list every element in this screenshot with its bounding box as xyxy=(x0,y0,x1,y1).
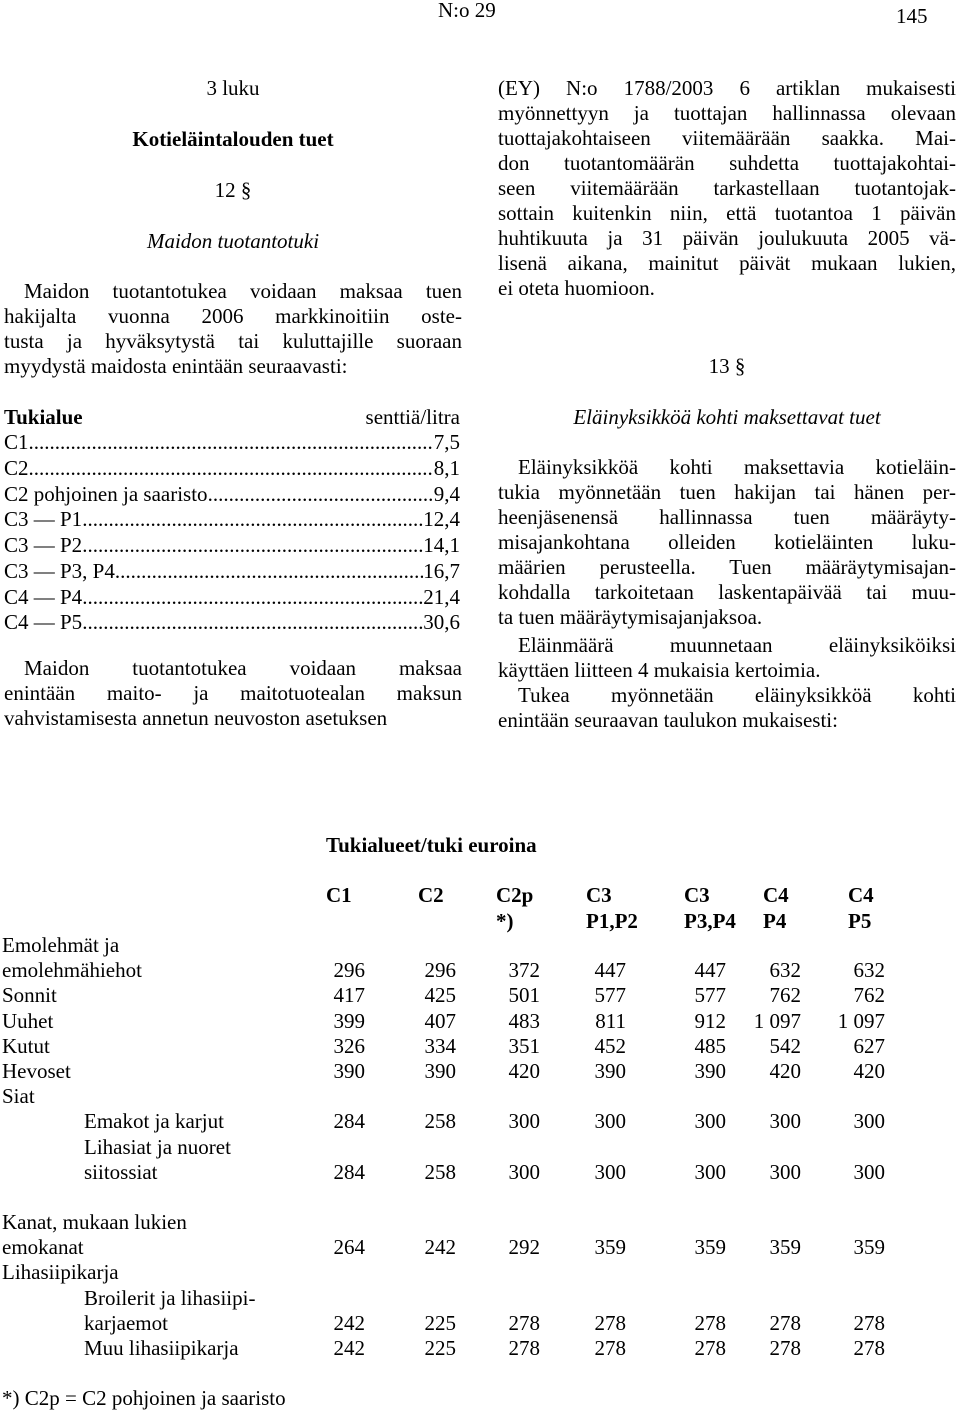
list-item-label: C1 xyxy=(4,430,29,455)
column-header: P5 xyxy=(848,909,872,933)
table-cell: 225 xyxy=(424,1310,456,1335)
table-cell: 300 xyxy=(508,1109,540,1134)
list-item xyxy=(4,507,460,533)
table-cell: 300 xyxy=(853,1159,885,1184)
paragraph-line: don tuotantomäärän suhdetta tuottajakohtai- xyxy=(498,151,956,175)
section-13-title: Eläinyksikköä kohti maksettavat tuet xyxy=(573,405,881,429)
table-cell: 284 xyxy=(333,1109,365,1134)
paragraph-line: myönnettyyn ja tuottajan hallinnassa olevaan xyxy=(498,101,956,125)
list-item-label: C2 xyxy=(4,456,29,481)
paragraph-line: määrien perusteella. Tuen määräytymisajan- xyxy=(498,555,956,579)
list-item xyxy=(4,584,460,610)
table-cell: 1 097 xyxy=(753,1008,801,1033)
table-row-label: Broilerit ja lihasiipi- xyxy=(84,1285,256,1310)
dot-leader xyxy=(29,456,434,481)
list-item-value: 8,1 xyxy=(433,456,460,481)
table-cell: 300 xyxy=(769,1159,801,1184)
list-item-value: 7,5 xyxy=(433,430,460,455)
list-item-label: C3 — P3, P4 xyxy=(4,558,115,583)
list-item xyxy=(4,455,460,481)
section-13-number: 13 § xyxy=(708,354,746,378)
list-item-label: C2 pohjoinen ja saaristo xyxy=(4,481,208,506)
table-cell: 242 xyxy=(333,1336,365,1360)
list-item-value: 14,1 xyxy=(423,533,460,558)
table-cell: 278 xyxy=(769,1310,801,1335)
table-cell: 334 xyxy=(424,1033,456,1058)
table-cell: 627 xyxy=(853,1033,885,1058)
section-12-number: 12 § xyxy=(214,178,252,202)
list-item-value: 16,7 xyxy=(423,558,460,583)
table-cell: 420 xyxy=(508,1059,540,1083)
table-cell: 407 xyxy=(424,1008,456,1033)
table-cell: 278 xyxy=(508,1336,540,1360)
table-row-label: Hevoset xyxy=(2,1059,71,1083)
table-cell: 258 xyxy=(424,1109,456,1134)
table-cell: 242 xyxy=(424,1235,456,1260)
table-row-label: Lihasiipikarja xyxy=(2,1260,119,1285)
table-row-label: Kutut xyxy=(2,1033,50,1058)
table-cell: 483 xyxy=(508,1008,540,1033)
table-cell: 278 xyxy=(694,1336,726,1360)
table-cell: 420 xyxy=(769,1059,801,1083)
dot-leader xyxy=(82,507,423,532)
column-header: C4 xyxy=(763,883,789,907)
table-row-label: Lihasiat ja nuoret xyxy=(84,1134,231,1159)
table-cell: 359 xyxy=(769,1235,801,1260)
paragraph-line: Maidon tuotantotukea voidaan maksaa xyxy=(24,656,462,680)
table-cell: 359 xyxy=(694,1235,726,1260)
table-cell: 501 xyxy=(508,983,540,1008)
table-cell: 300 xyxy=(769,1109,801,1134)
table-cell: 351 xyxy=(508,1033,540,1058)
table-cell: 284 xyxy=(333,1159,365,1184)
paragraph-line: Eläinmäärä muunnetaan eläinyksiköiksi xyxy=(518,633,956,657)
table-cell: 577 xyxy=(694,983,726,1008)
column-header: C3 xyxy=(684,883,710,907)
table-cell: 264 xyxy=(333,1235,365,1260)
table-row-label: Emolehmät ja xyxy=(2,933,120,957)
table-cell: 359 xyxy=(853,1235,885,1260)
table-cell: 300 xyxy=(594,1109,626,1134)
table-cell: 762 xyxy=(769,983,801,1008)
table-cell: 399 xyxy=(333,1008,365,1033)
table-cell: 390 xyxy=(333,1059,365,1083)
section-12-paragraph-continued xyxy=(498,76,956,301)
table-row-label: Uuhet xyxy=(2,1008,54,1033)
paragraph-line: heenjäsenensä hallinnassa tuen määräyty- xyxy=(498,505,956,529)
table-cell: 300 xyxy=(594,1159,626,1184)
list-item-label: C3 — P2 xyxy=(4,533,83,558)
table-cell: 278 xyxy=(594,1336,626,1360)
table-cell: 242 xyxy=(333,1310,365,1335)
list-item-label: C4 — P4 xyxy=(4,584,83,609)
paragraph-line: tuottajakohtaiseen viitemäärään saakka. Mai- xyxy=(498,126,956,150)
dot-leader xyxy=(208,482,434,507)
column-header: C4 xyxy=(848,883,874,907)
list-header xyxy=(4,404,460,430)
paragraph-line: ta tuen määräytymisajanjaksoa. xyxy=(498,605,763,629)
table-cell: 300 xyxy=(694,1109,726,1134)
table-cell: 278 xyxy=(508,1310,540,1335)
list-item-label: C3 — P1 xyxy=(4,507,83,532)
table-cell: 1 097 xyxy=(837,1008,885,1033)
paragraph-line: (EY) N:o 1788/2003 6 artiklan mukaisesti xyxy=(498,76,956,100)
list-item-label: C4 — P5 xyxy=(4,610,83,635)
table-cell: 912 xyxy=(694,1008,726,1033)
list-header-label: Tukialue xyxy=(4,404,83,429)
paragraph-line: käyttäen liitteen 4 mukaisia kertoimia. xyxy=(498,658,821,682)
table-row-label: siitossiat xyxy=(84,1159,158,1184)
list-item xyxy=(4,558,460,584)
list-item xyxy=(4,610,460,636)
paragraph-line: misajankohtana olleiden kotieläinten luku- xyxy=(498,530,956,554)
dot-leader xyxy=(29,430,434,455)
paragraph-line: Tukea myönnetään eläinyksikköä kohti xyxy=(518,683,956,707)
table-cell: 300 xyxy=(853,1109,885,1134)
section-13-paragraph-2 xyxy=(498,633,956,683)
column-header: *) xyxy=(496,909,514,933)
column-header: P1,P2 xyxy=(586,909,638,933)
table-cell: 425 xyxy=(424,983,456,1008)
chapter-title: Kotieläintalouden tuet xyxy=(132,127,334,151)
column-header: C2 xyxy=(418,883,444,907)
section-12-title: Maidon tuotantotuki xyxy=(146,229,320,253)
paragraph-line: lisenä aikana, mainitut päivät mukaan lukien, xyxy=(498,251,956,275)
paragraph-line: ei oteta huomioon. xyxy=(498,276,655,300)
table-cell: 447 xyxy=(694,958,726,983)
table-cell: 390 xyxy=(594,1059,626,1083)
column-header: C1 xyxy=(326,883,352,907)
section-13-paragraph-3 xyxy=(498,683,956,733)
table-row-label: Muu lihasiipikarja xyxy=(84,1336,239,1360)
table-cell: 420 xyxy=(853,1059,885,1083)
dot-leader xyxy=(82,533,423,558)
table-cell: 390 xyxy=(694,1059,726,1083)
table-cell: 278 xyxy=(853,1310,885,1335)
paragraph-line: vahvistamisesta annetun neuvoston asetuksen xyxy=(4,706,388,730)
table-cell: 390 xyxy=(424,1059,456,1083)
list-item xyxy=(4,481,460,507)
page-header-left: N:o 29 xyxy=(438,0,496,22)
column-header: C2p xyxy=(496,883,534,907)
table-cell: 417 xyxy=(333,983,365,1008)
paragraph-line: myydystä maidosta enintään seuraavasti: xyxy=(4,354,348,378)
table-cell: 542 xyxy=(769,1033,801,1058)
table-cell: 577 xyxy=(594,983,626,1008)
table-cell: 258 xyxy=(424,1159,456,1184)
paragraph-line: tukia myönnetään tuen hakijan tai hänen per- xyxy=(498,480,956,504)
list-item-value: 12,4 xyxy=(423,507,460,532)
table-cell: 632 xyxy=(853,958,885,983)
table-row-label: Emakot ja karjut xyxy=(84,1109,224,1134)
table-cell: 225 xyxy=(424,1336,456,1360)
list-item-value: 9,4 xyxy=(433,481,460,506)
paragraph-line: kohdalla tarkoitetaan laskentapäivää tai muu- xyxy=(498,580,956,604)
table-row-label: Sonnit xyxy=(2,983,57,1008)
section-12-paragraph-1 xyxy=(4,279,462,379)
table-title: Tukialueet/tuki euroina xyxy=(326,833,537,857)
list-item xyxy=(4,430,460,456)
section-13-paragraph-1 xyxy=(498,455,956,630)
table-cell: 296 xyxy=(333,958,365,983)
table-row-label: Kanat, mukaan lukien xyxy=(2,1210,187,1234)
list-item xyxy=(4,532,460,558)
table-row-label: karjaemot xyxy=(84,1310,168,1335)
table-cell: 452 xyxy=(594,1033,626,1058)
table-cell: 278 xyxy=(769,1336,801,1360)
table-row-label: emokanat xyxy=(2,1235,84,1260)
list-item-value: 21,4 xyxy=(423,584,460,609)
paragraph-line: Eläinyksikköä kohti maksettavia kotieläin- xyxy=(518,455,956,479)
table-cell: 278 xyxy=(694,1310,726,1335)
table-cell: 762 xyxy=(853,983,885,1008)
table-cell: 326 xyxy=(333,1033,365,1058)
section-12-paragraph-2 xyxy=(4,656,462,731)
column-header: P3,P4 xyxy=(684,909,736,933)
table-cell: 372 xyxy=(508,958,540,983)
paragraph-line: hakijalta vuonna 2006 markkinoitiin oste- xyxy=(4,304,462,328)
table-cell: 292 xyxy=(508,1235,540,1260)
support-area-list xyxy=(4,404,460,635)
paragraph-line: tusta ja hyväksytystä tai kuluttajille suoraan xyxy=(4,329,462,353)
table-cell: 811 xyxy=(595,1008,626,1033)
list-header-unit: senttiä/litra xyxy=(365,404,460,429)
list-item-value: 30,6 xyxy=(423,610,460,635)
table-cell: 296 xyxy=(424,958,456,983)
paragraph-line: enintään seuraavan taulukon mukaisesti: xyxy=(498,708,838,732)
table-footnote: *) C2p = C2 pohjoinen ja saaristo xyxy=(2,1386,286,1411)
paragraph-line: Maidon tuotantotukea voidaan maksaa tuen xyxy=(24,279,462,303)
table-cell: 300 xyxy=(694,1159,726,1184)
paragraph-line: sottain kuitenkin niin, että tuotantoa 1 päivän xyxy=(498,201,956,225)
column-header: C3 xyxy=(586,883,612,907)
table-cell: 300 xyxy=(508,1159,540,1184)
table-row-label: Siat xyxy=(2,1084,35,1109)
paragraph-line: huhtikuuta ja 31 päivän joulukuuta 2005 vä- xyxy=(498,226,956,250)
table-cell: 359 xyxy=(594,1235,626,1260)
dot-leader xyxy=(115,559,423,584)
table-cell: 278 xyxy=(853,1336,885,1360)
paragraph-line: seen viitemäärään tarkastellaan tuotantojak- xyxy=(498,176,956,200)
column-header: P4 xyxy=(763,909,787,933)
table-row-label: emolehmähiehot xyxy=(2,958,142,983)
table-cell: 632 xyxy=(769,958,801,983)
table-cell: 447 xyxy=(594,958,626,983)
paragraph-line: enintään maito- ja maitotuotealan maksun xyxy=(4,681,462,705)
chapter-number: 3 luku xyxy=(206,76,260,100)
dot-leader xyxy=(82,610,423,635)
dot-leader xyxy=(82,585,423,610)
table-cell: 485 xyxy=(694,1033,726,1058)
page-number: 145 xyxy=(896,4,928,28)
table-cell: 278 xyxy=(594,1310,626,1335)
